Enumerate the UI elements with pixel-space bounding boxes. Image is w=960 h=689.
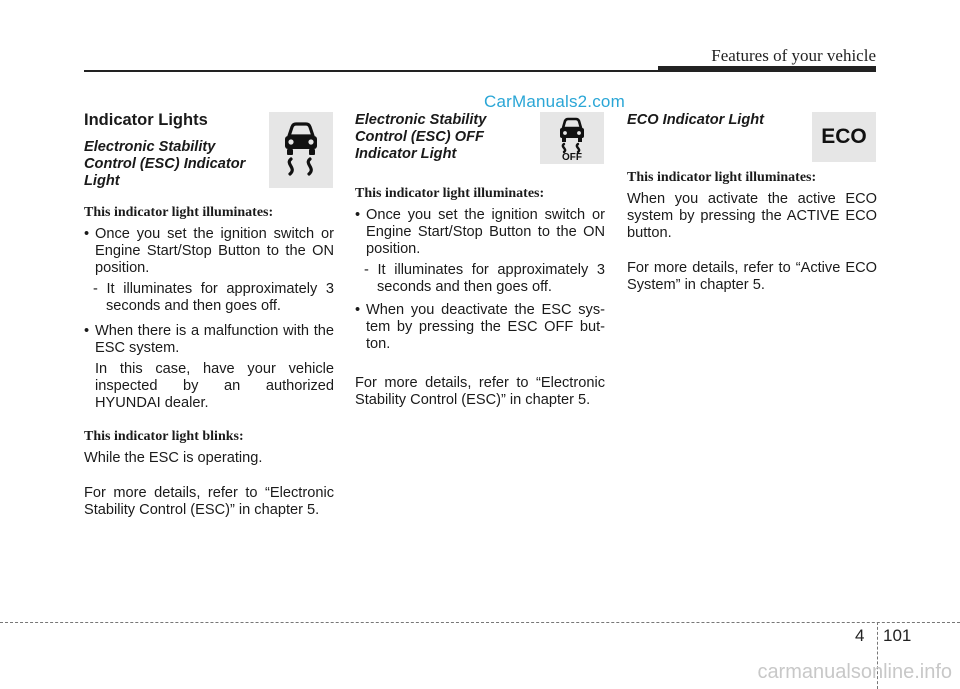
list-item — [355, 302, 605, 353]
list-item — [84, 323, 334, 357]
bullet-text: When there is a malfunction with the ESC system. — [95, 323, 334, 356]
header-rule-accent — [658, 66, 876, 72]
bullet-text: Once you set the ignition switch or Engine Start/Stop Button to the ON position. — [95, 226, 334, 276]
esc-heading: Electronic Stability Control (ESC) Indicator Light — [84, 139, 246, 189]
sub-item: - It illuminates for approximately 3 seconds and then goes off. — [364, 262, 605, 295]
eco-illuminates-label: This indicator light illuminates: — [627, 170, 817, 185]
page-number: 101 — [883, 626, 912, 645]
esc-car-skid-icon — [269, 112, 333, 188]
footer-rule — [0, 622, 960, 623]
bullet-dot: • — [84, 323, 90, 339]
eco-icon-text: ECO — [821, 125, 867, 148]
sub-item: In this case, have your vehicle inspected by an authorized HYUNDAI dealer. — [95, 361, 334, 411]
bullet-dot: • — [355, 302, 361, 318]
esc-off-car-icon — [540, 112, 604, 164]
esc-off-heading: Electronic Stability Control (ESC) OFF Indicator Light — [355, 112, 487, 162]
header-title: Features of your vehicle — [711, 46, 876, 65]
watermark-top: CarManuals2.com — [484, 92, 625, 111]
esc-blinks-label: This indicator light blinks: — [84, 429, 244, 444]
esc-more-details: For more details, refer to “Electronic Stability Control (ESC)” in chapter 5. — [84, 485, 334, 518]
bullet-dot: • — [84, 226, 90, 242]
esc-off-more-details: For more details, refer to “Electronic Stability Control (ESC)” in chapter 5. — [355, 375, 605, 408]
chapter-number: 4 — [855, 626, 865, 645]
esc-blinks-text: While the ESC is operating. — [84, 450, 263, 466]
esc-off-icon-text: OFF — [562, 152, 582, 163]
bullet-dot: • — [355, 207, 361, 223]
esc-off-illuminates-label: This indicator light illuminates: — [355, 186, 545, 201]
bullet-text: When you deactivate the ESC sys-tem by pressing the ESC OFF but-ton. — [366, 302, 605, 352]
list-item — [355, 207, 605, 258]
eco-indicator-icon — [812, 112, 876, 162]
eco-text: When you activate the active ECO system by pressing the ACTIVE ECO button. — [627, 191, 877, 241]
bullet-text: Once you set the ignition switch or Engine Start/Stop Button to the ON position. — [366, 207, 605, 257]
esc-illuminates-label: This indicator light illuminates: — [84, 205, 274, 220]
section-title: Indicator Lights — [84, 111, 208, 129]
eco-heading: ECO Indicator Light — [627, 112, 765, 128]
esc-off-indicator-icon — [540, 112, 604, 164]
sub-item: - It illuminates for approximately 3 seconds and then goes off. — [93, 281, 334, 314]
eco-more-details: For more details, refer to “Active ECO System” in chapter 5. — [627, 260, 877, 293]
list-item — [84, 226, 334, 277]
watermark-bottom: carmanualsonline.info — [757, 661, 952, 683]
esc-indicator-icon — [269, 112, 333, 188]
